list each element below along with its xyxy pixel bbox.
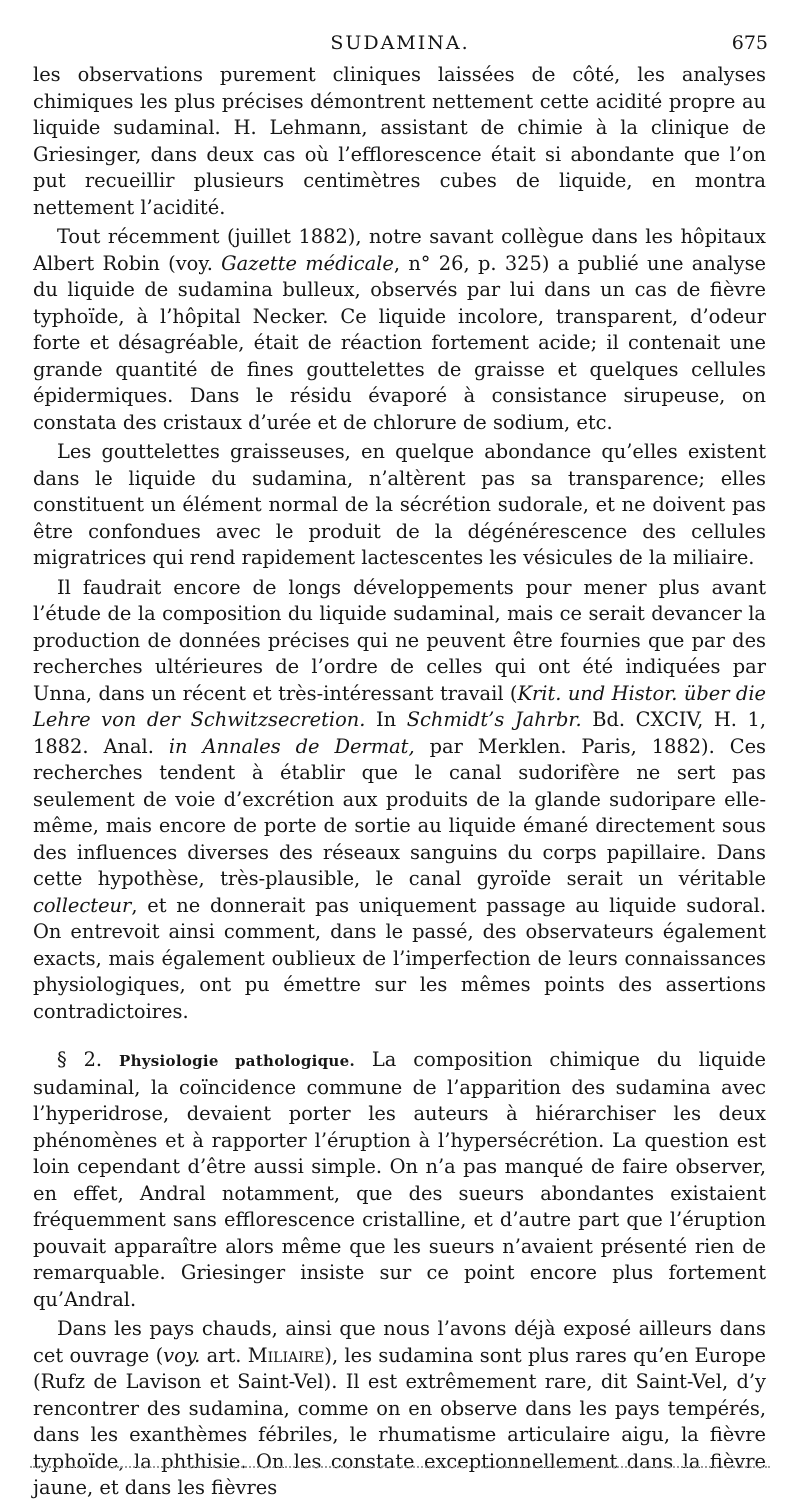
citation-italic: Schmidt’s Jahrbr. [406, 708, 582, 731]
text-run: art. [200, 1343, 248, 1367]
footer-rule [30, 1466, 770, 1468]
text-run: Il faudrait encore de longs développements pour mener plus avant l’étude de la composition du liquide sudaminal, mais ce serait devancer la production de données précises qui ne peuvent être fournies que par des recherches ultérieures de l’ordre de celles qui ont été indiquées par Unna, dans un récent et très-intéressant travail ( [33, 575, 766, 705]
text-run: Dans les pays chauds, ainsi que nous l’avons déjà exposé ailleurs dans cet ouvrage ( [33, 1317, 766, 1367]
paragraph-text: Les gouttelettes graisseuses, en quelque abondance qu’elles existent dans le liquide du sudamina, n’altèrent pas sa transparence; elles constituent un élément normal de la sécrétion sudorale, et ne doivent pas être confondues avec le produit de la dégénérescence des cellules migratrices qui rend rapidement lactescentes les vésicules de la miliaire. [33, 440, 766, 569]
citation-italic: in Annales de Dermat, [168, 734, 415, 758]
text-run: Bd. CXCIV, H. 1, 1882. Anal. [33, 708, 766, 758]
text-run: ), les sudamina sont plus rares qu’en Europe (Rufz de Lavison et Saint-Vel). Il est extrêmement rare, dit Saint-Vel, d’y rencontrer des sudamina, comme on en observe dans les pays tempérés, dans les exanthèmes fébriles, le rhumatisme articulaire aigu, la fièvre typhoïde, la phthisie. On les constate exceptionnellement dans la fièvre jaune, et dans les fièvres [33, 1343, 766, 1499]
section-physiologie [33, 1047, 766, 1313]
citation-italic: Krit. und Histor. über die Lehre von der Schwitzsecretion. [33, 681, 766, 731]
section-text: La composition chimique du liquide sudaminal, la coïncidence commune de l’apparition des sudamina avec l’hyperidrose, devaient porter les auteurs à hiérarchiser les deux phénomènes et à rapporter l’éruption à l’hypersécrétion. La question est loin cependant d’être aussi simple. On n’a pas manqué de faire observer, en effet, Andral notamment, que des sueurs abondantes existaient fréquemment sans efflorescence cristalline, et d’autre part que l’éruption pouvait apparaître alors même que les sueurs n’avaient présenté rien de remarquable. Griesinger insiste sur ce point encore plus fortement qu’Andral. [33, 1048, 766, 1311]
abbrev-italic: voy. [163, 1343, 201, 1367]
text-run: In [365, 708, 407, 731]
cross-reference: Miliaire [247, 1343, 325, 1367]
text-run: par Merklen. Paris, 1882). Ces recherches tendent à établir que le canal sudorifère ne sert pas seulement de voie d’excrétion aux produits de la glande sudoripare elle-même, mais encore de porte de sortie au liquide émané directement sous des influences diverses des réseaux sanguins du corps papillaire. Dans cette hypothèse, très-plausible, le canal gyroïde serait un véritable [33, 734, 767, 890]
emphasis-italic: collecteur [33, 893, 132, 917]
paragraph-fat-droplets [33, 439, 766, 572]
paragraph-robin-analysis [33, 224, 766, 436]
text-run: Tout récemment (juillet 1882), notre savant collègue dans les hôpitaux Albert Robin (voy. [33, 225, 766, 275]
body-text [33, 62, 766, 1505]
paragraph-unna [33, 575, 766, 1026]
paragraph-pays-chauds [33, 1316, 766, 1502]
section-title: Physiologie pathologique. [118, 1052, 356, 1070]
section-number: § 2. [57, 1048, 103, 1071]
running-title: SUDAMINA. [330, 32, 470, 54]
text-run: , et ne donnerait pas uniquement passage au liquide sudoral. On entrevoit ainsi comment, dans le passé, des observateurs également exacts, mais également oublieux de l’imperfection de leurs connaissances physiologiques, ont pu émettre sur les mêmes points des assertions contradictoires. [33, 893, 766, 1023]
citation-italic: Gazette médicale [221, 251, 394, 275]
paragraph-text: les observations purement cliniques laissées de côté, les analyses chimiques les plus précises démontrent nettement cette acidité propre au liquide sudaminal. H. Lehmann, assistant de chimie à la clinique de Griesinger, dans deux cas où l’efflorescence était si abondante que l’on put recueillir plusieurs centimètres cubes de liquide, en montra nettement l’acidité. [33, 63, 766, 219]
page-number: 675 [731, 32, 768, 54]
page-header [0, 30, 800, 56]
paragraph-continued [33, 62, 766, 221]
text-run: , n° 26, p. 325) a publié une analyse du liquide de sudamina bulleux, observés par lui dans un cas de fièvre typhoïde, à l’hôpital Necker. Ce liquide incolore, transparent, d’odeur forte et désagréable, était de réaction fortement acide; il contenait une grande quantité de fines gouttelettes de graisse et quelques cellules épidermiques. Dans le résidu évaporé à consistance sirupeuse, on constata des cristaux d’urée et de chlorure de sodium, etc. [33, 251, 766, 434]
